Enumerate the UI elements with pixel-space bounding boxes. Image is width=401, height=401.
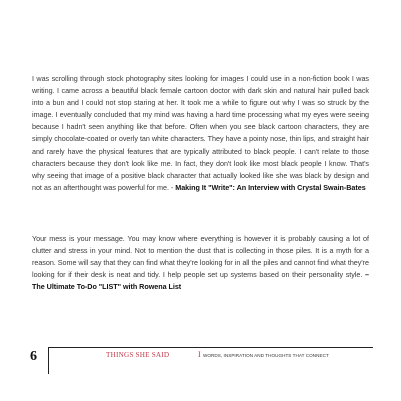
quote-attribution: – The Ultimate To-Do "LIST" with Rowena List [32, 270, 369, 292]
quote-text: Your mess is your message. You may know where everything is however it is probably causing a lot of clutter and stress in your mind. Not to mention the dust that is collecting in those piles. It is a myth for a reason. Some will say that they can find what they're looking for in all the piles and cannot find what they're looking for if their desk is neat and tidy. I help people set up systems based on their personality style. [32, 234, 369, 280]
quote-text: I was scrolling through stock photography sites looking for images I could use in a non-fiction book I was writing. I came across a beautiful black female cartoon doctor with dark skin and natural hair pulled back into a bun and I could not stop staring at her. It took me a while to figure out why I was so struck by the image. I eventually concluded that my mind was having a hard time processing what my eyes were seeing because I hadn't seen anything like that before. Often when you see black cartoon characters, they are simply chocolate-coated or overly tan white characters. They have a pointy nose, thin lips, and straight hair and rarely have the physical features that are typically attributed to black people. I can't relate to those characters because they don't look like me. In fact, they don't look like most black people I know. That's why seeing that image of a positive black character that actually looked like she was black by design and not as an afterthought was powerful for me. - [32, 74, 369, 192]
quote-attribution: Making It "Write": An Interview with Crystal Swain-Bates [175, 182, 366, 192]
footer-brand: THINGS SHE SAID [106, 351, 170, 359]
footer-separator: I [198, 350, 201, 359]
footer-divider-horizontal [48, 347, 373, 348]
page-number: 6 [30, 349, 37, 364]
quote-paragraph [32, 233, 369, 293]
footer-tagline: WORDS, INSPIRATION AND THOUGHTS THAT CONNECT [203, 352, 329, 358]
quote-paragraph [32, 73, 369, 194]
page-footer [0, 347, 401, 377]
footer-divider-vertical [48, 347, 49, 374]
